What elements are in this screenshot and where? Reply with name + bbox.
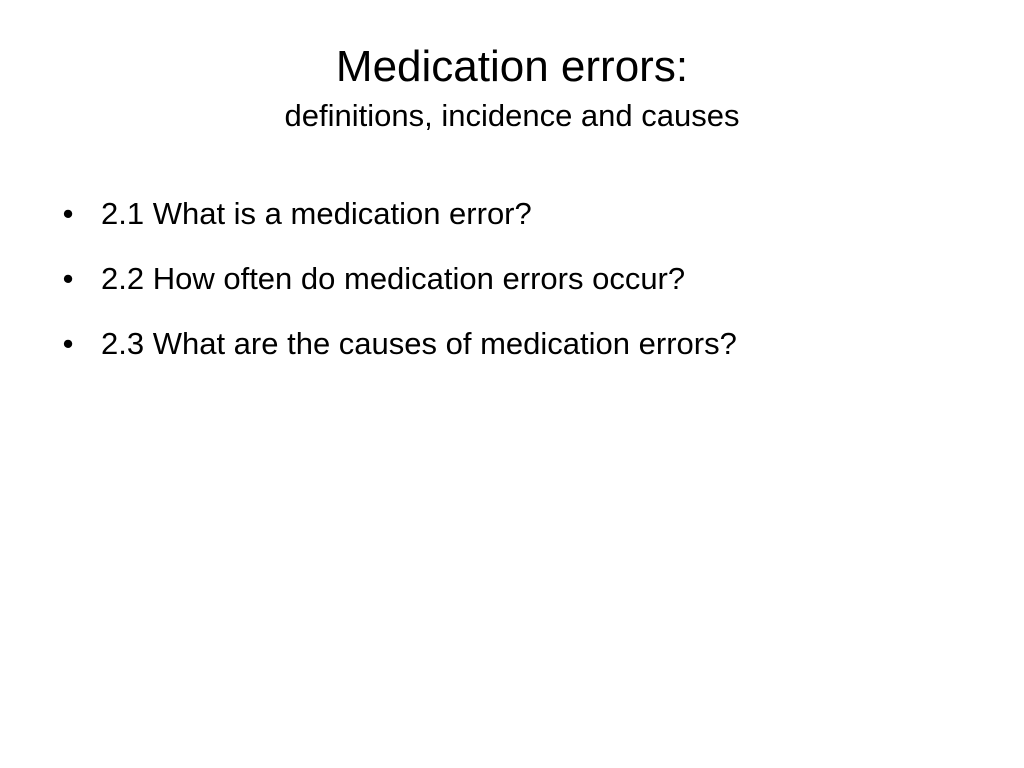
bullet-list (58, 190, 737, 385)
bullet-item (58, 190, 737, 238)
slide-title: Medication errors: (335, 42, 689, 91)
slide-title-block (0, 38, 1024, 134)
bullet-text: 2.1 What is a medication error? (101, 196, 532, 231)
bullet-icon: • (62, 261, 74, 296)
bullet-item (58, 255, 737, 303)
bullet-text: 2.3 What are the causes of medication errors? (101, 326, 737, 361)
bullet-text: 2.2 How often do medication errors occur? (101, 261, 686, 296)
bullet-icon: • (62, 196, 74, 231)
slide-subtitle: definitions, incidence and causes (284, 98, 740, 133)
bullet-item (58, 320, 737, 368)
bullet-icon: • (62, 326, 74, 361)
